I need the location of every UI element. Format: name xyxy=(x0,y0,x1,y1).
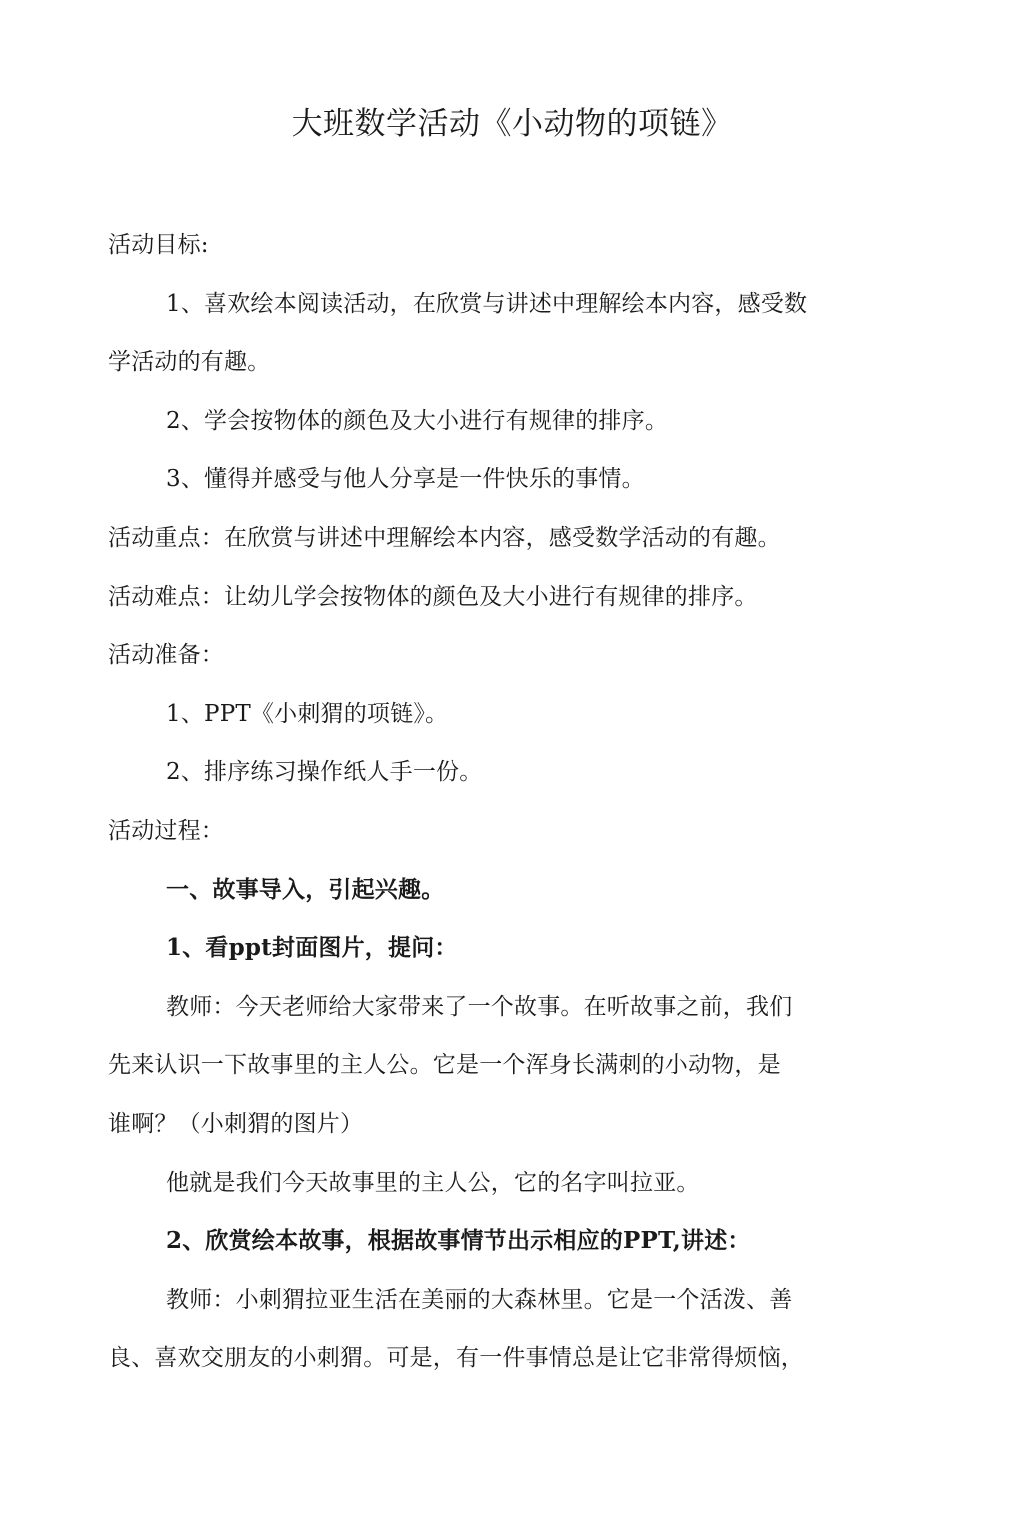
teacher-speech-1-end: 谁啊？（小刺猬的图片） xyxy=(108,1110,364,1137)
teacher-speech-2: 教师：小刺猬拉亚生活在美丽的大森林里。它是一个活泼、善 xyxy=(166,1286,793,1313)
document-body xyxy=(108,230,928,1402)
teacher-speech-1: 教师：今天老师给大家带来了一个故事。在听故事之前，我们 xyxy=(166,993,793,1020)
section-heading-preparation: 活动准备： xyxy=(108,642,224,669)
process-substep-1-heading: 1、看ppt封面图片，提问： xyxy=(166,934,458,962)
goal-item-2: 2、学会按物体的颜色及大小进行有规律的排序。 xyxy=(166,407,669,434)
section-heading-process: 活动过程： xyxy=(108,817,224,844)
key-point: 活动重点：在欣赏与讲述中理解绘本内容，感受数学活动的有趣。 xyxy=(108,524,781,551)
process-substep-2-heading: 2、欣赏绘本故事，根据故事情节出示相应的PPT,讲述： xyxy=(166,1227,751,1255)
story-protagonist-intro: 他就是我们今天故事里的主人公，它的名字叫拉亚。 xyxy=(166,1169,700,1196)
difficult-point: 活动难点：让幼儿学会按物体的颜色及大小进行有规律的排序。 xyxy=(108,583,758,610)
document-title: 大班数学活动《小动物的项链》 xyxy=(291,106,733,142)
section-heading-goals: 活动目标: xyxy=(108,232,209,258)
preparation-item-1: 1、PPT《小刺猬的项链》。 xyxy=(166,700,449,727)
teacher-speech-2-continued: 良、喜欢交朋友的小刺猬。可是，有一件事情总是让它非常得烦恼， xyxy=(108,1345,804,1372)
goal-item-1: 1、喜欢绘本阅读活动，在欣赏与讲述中理解绘本内容，感受数 xyxy=(166,290,808,317)
preparation-item-2: 2、排序练习操作纸人手一份。 xyxy=(166,759,483,786)
goal-item-1-continued: 学活动的有趣。 xyxy=(108,349,271,376)
goal-item-3: 3、懂得并感受与他人分享是一件快乐的事情。 xyxy=(166,466,645,493)
process-step-1-heading: 一、故事导入，引起兴趣。 xyxy=(166,875,445,903)
teacher-speech-1-continued: 先来认识一下故事里的主人公。它是一个浑身长满刺的小动物，是 xyxy=(108,1052,781,1079)
